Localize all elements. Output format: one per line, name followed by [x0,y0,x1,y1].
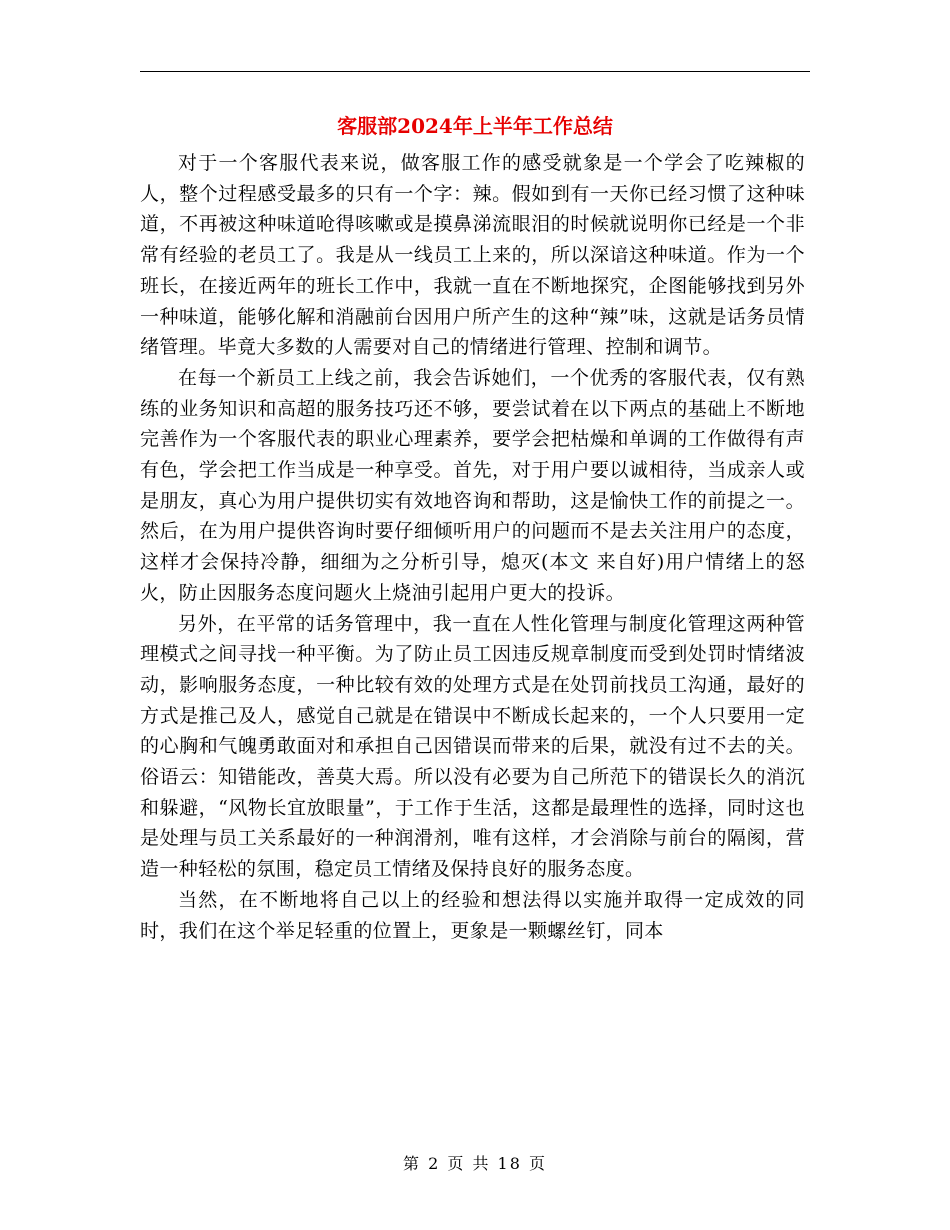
paragraph-4: 当然，在不断地将自己以上的经验和想法得以实施并取得一定成效的同时，我们在这个举足轻重的位置上，更象是一颗螺丝钉，同本 [140,888,805,942]
document-body [140,148,805,946]
paragraph-3: 另外，在平常的话务管理中，我一直在人性化管理与制度化管理这两种管理模式之间寻找一种平衡。为了防止员工因违反规章制度而受到处罚时情绪波动，影响服务态度，一种比较有效的处理方式是在处罚前找员工沟通，最好的方式是推己及人，感觉自己就是在错误中不断成长起来的，一个人只要用一定的心胸和气魄勇敢面对和承担自己因错误而带来的后果，就没有过不去的关。俗语云：知错能改，善莫大焉。所以没有必要为自己所范下的错误长久的消沉和躲避，“风物长宜放眼量”，于工作于生活，这都是最理性的选择，同时这也是处理与员工关系最好的一种润滑剂，唯有这样，才会消除与前台的隔阂，营造一种轻松的氛围，稳定员工情绪及保持良好的服务态度。 [140,612,805,881]
page-number: 第 2 页 共 18 页 [403,1154,547,1173]
paragraph-2: 在每一个新员工上线之前，我会告诉她们，一个优秀的客服代表，仅有熟练的业务知识和高超的服务技巧还不够，要尝试着在以下两点的基础上不断地完善作为一个客服代表的职业心理素养，要学会把枯燥和单调的工作做得有声有色，学会把工作当成是一种享受。首先，对于用户要以诚相待，当成亲人或是朋友，真心为用户提供切实有效地咨询和帮助，这是愉快工作的前提之一。然后，在为用户提供咨询时要仔细倾听用户的问题而不是去关注用户的态度，这样才会保持冷静，细细为之分析引导，熄灭(本文 来自好)用户情绪上的怒火，防止因服务态度问题火上烧油引起用户更大的投诉。 [140,366,805,604]
document-title: 客服部2024年上半年工作总结 [337,114,613,138]
paragraph-1: 对于一个客服代表来说，做客服工作的感受就象是一个学会了吃辣椒的人，整个过程感受最多的只有一个字：辣。假如到有一天你已经习惯了这种味道，不再被这种味道呛得咳嗽或是摸鼻涕流眼泪的时候就说明你已经是一个非常有经验的老员工了。我是从一线员工上来的，所以深谙这种味道。作为一个班长，在接近两年的班长工作中，我就一直在不断地探究，企图能够找到另外一种味道，能够化解和消融前台因用户所产生的这种“辣”味，这就是话务员情绪管理。毕竟大多数的人需要对自己的情绪进行管理、控制和调节。 [140,152,805,359]
header-rule [140,71,810,72]
